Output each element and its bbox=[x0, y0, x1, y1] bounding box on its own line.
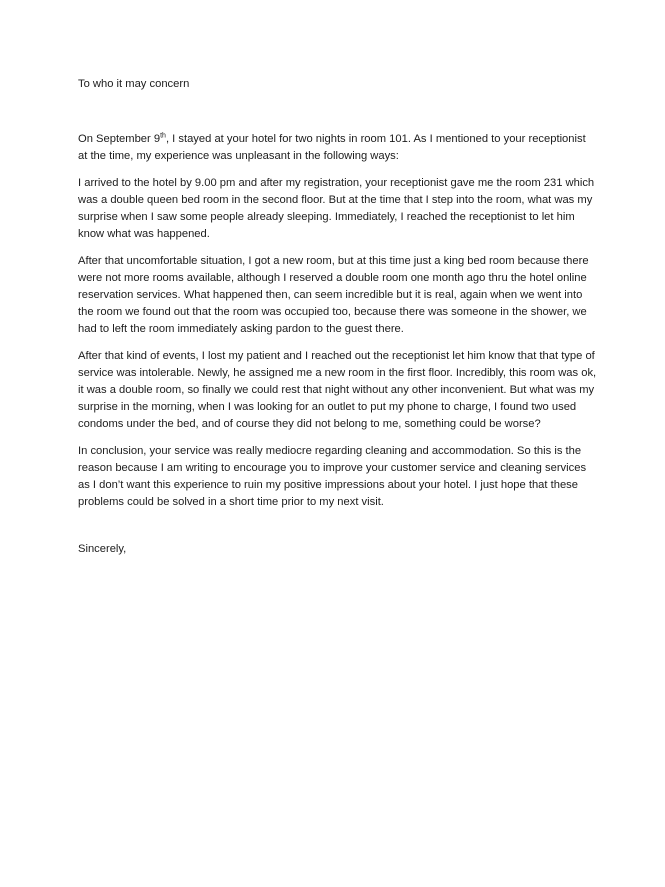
paragraph-1-rest: , I stayed at your hotel for two nights in room 101. As I mentioned to your receptionist at the time, my experience was unpleasant in the following ways: bbox=[78, 133, 586, 162]
date-ordinal-suffix: th bbox=[160, 132, 166, 140]
closing: Sincerely, bbox=[78, 543, 127, 555]
paragraph-2: I arrived to the hotel by 9.00 pm and after my registration, your receptionist gave me the room 231 which was a double queen bed room in the second floor. But at the time that I step into the room, what was my surprise when I saw some people already sleeping. Immediately, I reached the receptionist to let him know what was happened. bbox=[78, 177, 595, 240]
paragraph-5: In conclusion, your service was really mediocre regarding cleaning and accommodation. So this is the reason because I am writing to encourage you to improve your customer service and cleaning services as I don’t want this experience to ruin my positive impressions about your hotel. I just hope that these problems could be solved in a short time prior to my next visit. bbox=[78, 445, 587, 508]
paragraph-3: After that uncomfortable situation, I got a new room, but at this time just a king bed room because there were not more rooms available, although I reserved a double room one month ago thru the hotel online reservation services. What happened then, can seem incredible but it is real, again when we went into the room we found out that the room was occupied too, because there was someone in the shower, we had to left the room immediately asking pardon to the guest there. bbox=[78, 255, 589, 335]
salutation: To who it may concern bbox=[78, 78, 190, 90]
letter-body bbox=[78, 76, 598, 558]
paragraph-1 bbox=[78, 131, 598, 165]
paragraph-4: After that kind of events, I lost my patient and I reached out the receptionist let him know that that type of service was intolerable. Newly, he assigned me a new room in the first floor. Incredibly, this room was ok, it was a double room, so finally we could rest that night without any other inconvenient. But what was my surprise in the morning, when I was looking for an outlet to put my phone to charge, I found two used condoms under the bed, and of course they did not belong to me, something could be worse? bbox=[78, 350, 597, 430]
paragraph-1-start: On September 9 bbox=[78, 133, 161, 145]
